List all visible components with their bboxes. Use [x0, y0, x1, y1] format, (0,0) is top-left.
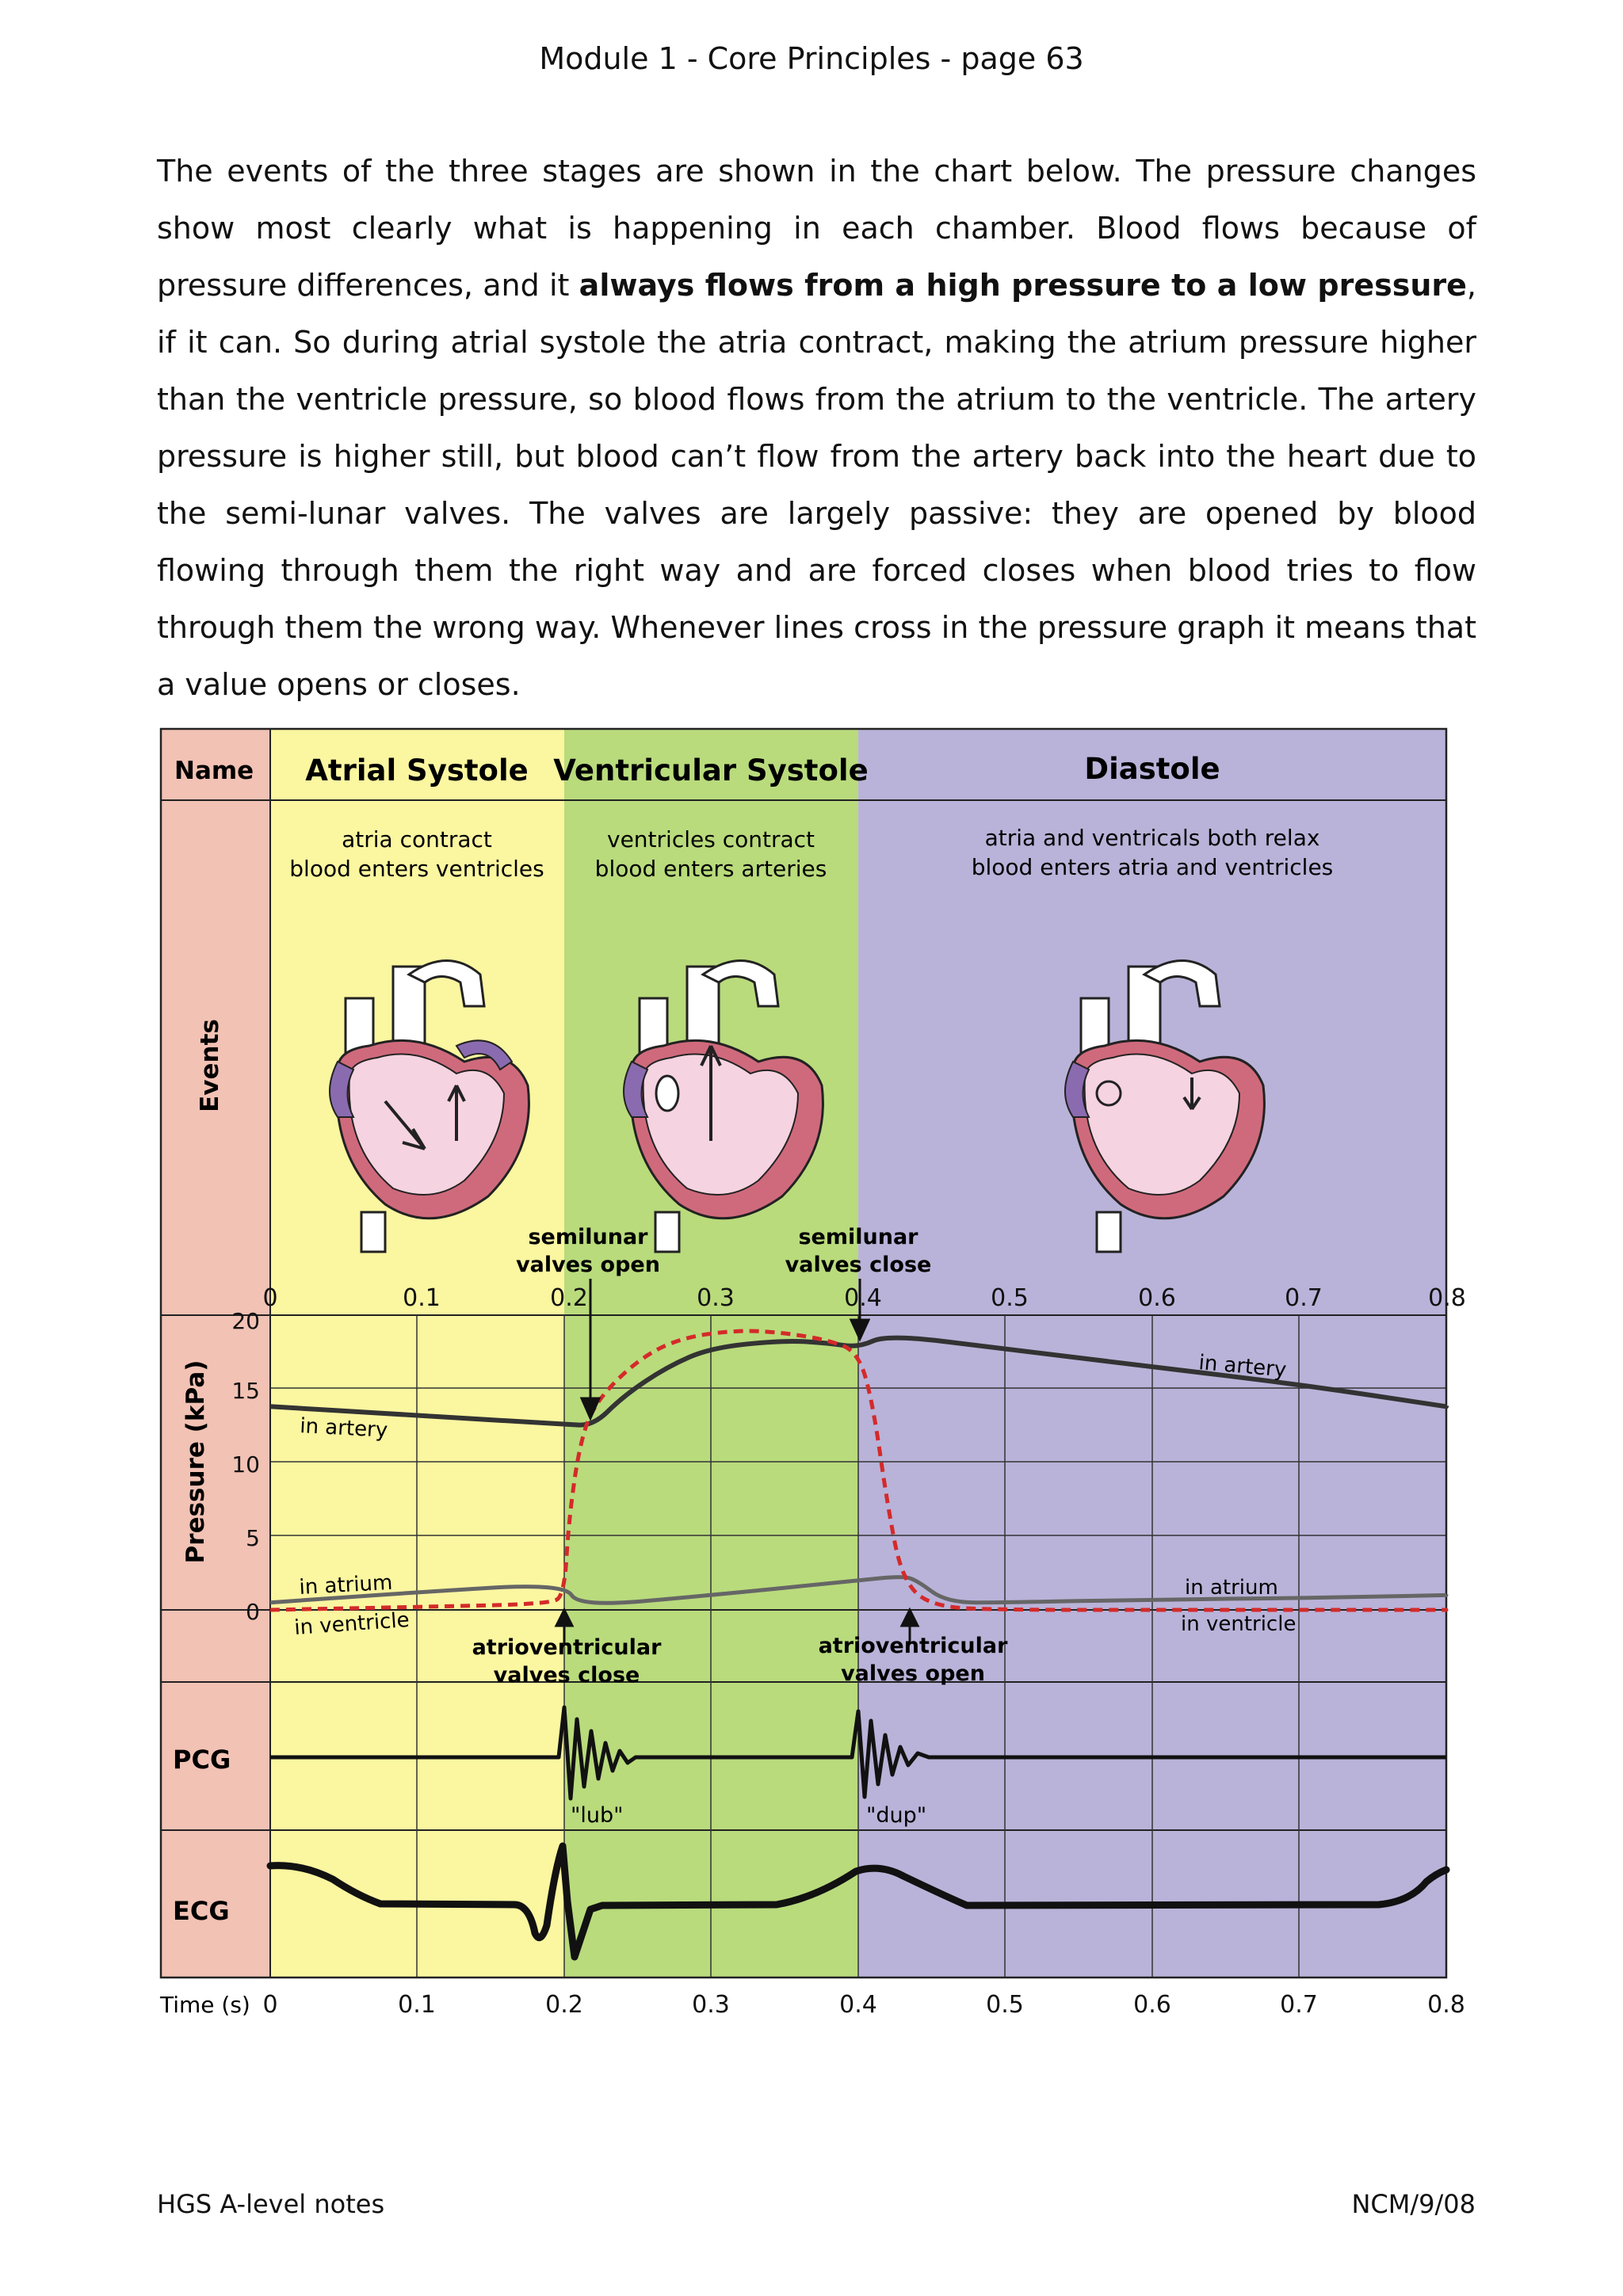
label-in-atrium-left: in atrium [298, 1570, 394, 1600]
label-in-artery-right: in artery [1197, 1351, 1288, 1383]
semilunar-open-label-1: semilunar [528, 1225, 648, 1249]
paragraph-bold: always flows from a high pressure to a low pressure [579, 268, 1467, 303]
semilunar-close-label-2: valves close [785, 1253, 932, 1277]
av-close-label-1: atrioventricular [472, 1635, 662, 1660]
row-label-name: Name [174, 757, 254, 785]
label-in-ventricle-right: in ventricle [1181, 1612, 1296, 1636]
label-column-bg [161, 729, 270, 1978]
bottom-tick: 0.8 [1427, 1991, 1465, 2019]
pcg-lub-label: "lub" [571, 1803, 624, 1828]
diastole-event-1: atria and ventricals both relax [984, 825, 1320, 851]
top-tick: 0.5 [991, 1284, 1029, 1312]
bottom-tick: 0.4 [839, 1991, 877, 2019]
bottom-tick: 0 [262, 1991, 278, 2019]
bottom-time-axis [262, 1991, 1465, 2019]
ventricular-event-1: ventricles contract [607, 826, 815, 852]
y-tick: 5 [246, 1525, 260, 1551]
top-tick: 0.7 [1285, 1284, 1323, 1312]
stage-diastole: Diastole [1084, 752, 1220, 786]
y-tick: 10 [231, 1451, 260, 1478]
av-close-label-2: valves close [493, 1663, 640, 1688]
y-tick: 15 [231, 1378, 260, 1404]
paragraph-text-1: The events of the three stages are shown in the chart below. The pressure changes show most clearly what is happening in each chamber. Blood flows because of pressure differences, and it [157, 154, 1476, 303]
y-tick: 20 [231, 1308, 260, 1334]
stage-ventricular-systole: Ventricular Systole [553, 753, 869, 788]
atrial-event-2: blood enters ventricles [289, 856, 544, 882]
footer-left: HGS A-level notes [157, 2189, 385, 2219]
av-open-label-1: atrioventricular [818, 1634, 1008, 1658]
label-in-atrium-right: in atrium [1185, 1576, 1278, 1600]
top-tick: 0.8 [1428, 1284, 1466, 1312]
bottom-tick: 0.1 [398, 1991, 436, 2019]
bottom-tick: 0.3 [692, 1991, 730, 2019]
time-axis-label: Time (s) [160, 1992, 250, 2018]
ventricular-event-2: blood enters arteries [594, 856, 827, 882]
row-label-pressure: Pressure (kPa) [181, 1360, 210, 1564]
page-header: Module 1 - Core Principles - page 63 [539, 41, 1084, 76]
y-tick: 0 [246, 1599, 260, 1625]
row-label-ecg: ECG [173, 1896, 230, 1926]
semilunar-close-label-1: semilunar [798, 1225, 918, 1249]
top-tick: 0.6 [1138, 1284, 1176, 1312]
atrial-event-1: atria contract [342, 826, 492, 852]
stage-atrial-systole: Atrial Systole [305, 753, 529, 788]
bottom-tick: 0.6 [1133, 1991, 1171, 2019]
paragraph-text-2: , if it can. So during atrial systole the atria contract, making the atrium pressure higher than the ventricle pressure, so blood flows from the atrium to the ventricle. The artery pressure is higher still, but blood can’t flow from the artery back into the heart due to the semi-lunar valves. The valves are largely passive: they are opened by blood flowing through them the right way and are forced closes when blood tries to flow through them the wrong way. Whenever lines cross in the pressure graph it means that a value opens or closes. [157, 268, 1476, 702]
top-tick: 0.2 [550, 1284, 588, 1312]
label-in-artery-left: in artery [299, 1414, 388, 1443]
av-open-label-2: valves open [841, 1661, 985, 1686]
row-label-pcg: PCG [173, 1745, 231, 1775]
top-tick: 0.1 [403, 1284, 441, 1312]
bottom-tick: 0.5 [986, 1991, 1024, 2019]
diastole-event-2: blood enters atria and ventricles [971, 854, 1334, 880]
top-tick: 0.3 [697, 1284, 735, 1312]
footer-right: NCM/9/08 [1351, 2189, 1476, 2219]
pcg-dup-label: "dup" [866, 1803, 927, 1828]
semilunar-open-label-2: valves open [516, 1253, 660, 1277]
row-label-events: Events [196, 1019, 224, 1112]
bottom-tick: 0.7 [1280, 1991, 1318, 2019]
bottom-tick: 0.2 [545, 1991, 583, 2019]
top-tick: 0 [262, 1284, 278, 1312]
top-tick: 0.4 [844, 1284, 882, 1312]
label-in-ventricle-left: in ventricle [293, 1608, 411, 1640]
